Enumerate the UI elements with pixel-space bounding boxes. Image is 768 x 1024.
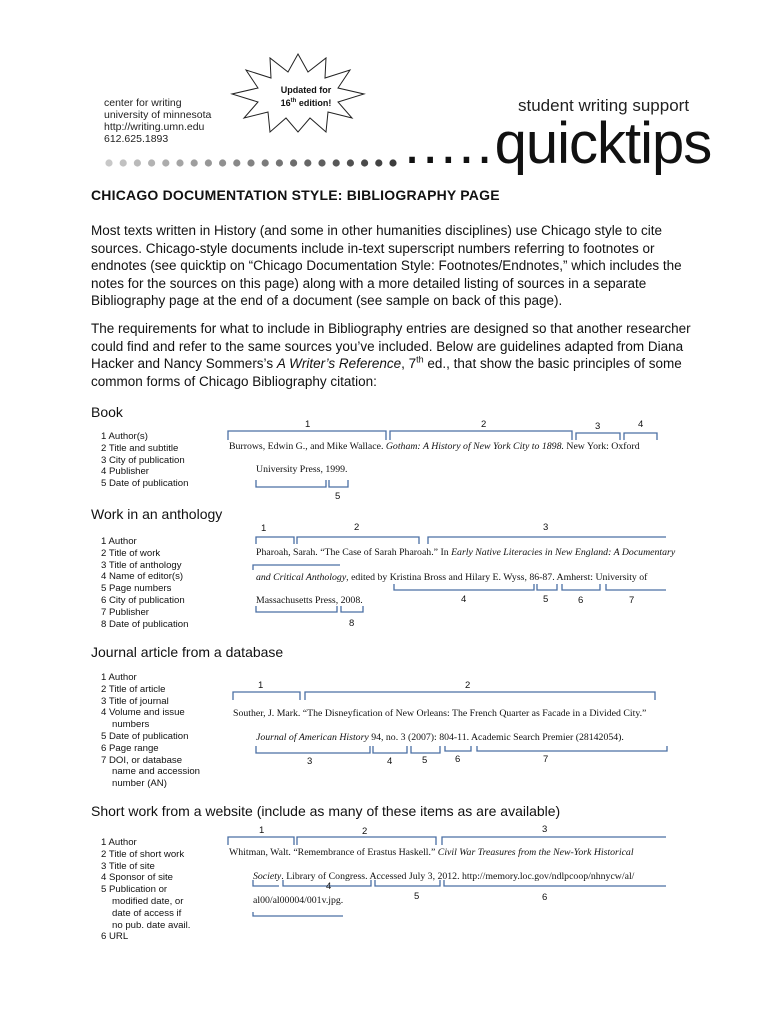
list-item: 3 Title of anthology [101, 559, 182, 571]
website-elements-list [101, 837, 190, 943]
dot [276, 159, 283, 166]
list-item: 6 URL [101, 931, 129, 943]
marker-number: 1 [261, 523, 267, 534]
list-item: 7 DOI, or database [101, 754, 183, 766]
journal-citation-line-2 [256, 732, 624, 743]
list-item: 7 Publisher [101, 606, 149, 618]
bracket [411, 746, 440, 753]
list-item: number (AN) [112, 778, 167, 790]
dot [304, 159, 311, 166]
dot [176, 159, 183, 166]
bracket [477, 746, 667, 751]
website-citation-line-2 [253, 871, 634, 882]
marker-number: 8 [349, 618, 355, 629]
bracket [228, 837, 294, 845]
marker-number: 3 [542, 824, 548, 835]
dot [233, 159, 240, 166]
marker-number: 3 [543, 522, 549, 533]
bracket [428, 537, 666, 544]
marker-number: 5 [543, 594, 549, 605]
marker-number: 6 [542, 892, 548, 903]
dot [318, 159, 325, 166]
bracket [341, 606, 363, 612]
org-line: university of minnesota [104, 109, 212, 121]
bracket [305, 692, 655, 700]
update-line-2: 16th edition! [280, 98, 332, 108]
website-citation-line-3: al00/al00004/001v.jpg. [253, 895, 344, 906]
bracket [297, 537, 419, 544]
subtitle: student writing support [518, 96, 690, 115]
citation-text: , edited by Kristina Bross and Hilary E. Wyss, 86-87. Amherst: University of [346, 572, 648, 583]
citation-title: and Critical Anthology [256, 572, 347, 583]
dot [134, 159, 141, 166]
p2-text: ed., that show the basic principles of some common forms of Chicago Bibliography citation: [91, 356, 682, 389]
update-note [266, 85, 346, 109]
list-item: 4 Name of editor(s) [101, 571, 184, 583]
list-item: 1 Author [101, 536, 137, 547]
anthology-citation-line-2 [256, 572, 647, 583]
dot [105, 159, 112, 166]
dot [347, 159, 354, 166]
bracket [624, 433, 657, 440]
marker-number: 6 [455, 754, 461, 765]
dot [205, 159, 212, 166]
bracket [329, 480, 348, 487]
citation-title: Journal of American History [256, 732, 369, 743]
dot [191, 159, 198, 166]
dot [162, 159, 169, 166]
bracket [253, 565, 340, 570]
book-citation-line-1 [229, 441, 640, 452]
list-item: name and accession [112, 766, 200, 778]
bracket [442, 837, 666, 845]
bracket [537, 584, 557, 590]
marker-number: 4 [387, 756, 393, 767]
citation-text: 94, no. 3 (2007): 804-11. Academic Search Premier (28142054). [368, 732, 624, 743]
list-item: 8 Date of publication [101, 618, 189, 630]
marker-number: 2 [465, 680, 471, 691]
list-item: 2 Title and subtitle [101, 442, 179, 454]
citation-text: New York: Oxford [563, 441, 640, 452]
section-heading-website: Short work from a website (include as many of these items as are available) [91, 803, 561, 819]
list-item: no pub. date avail. [112, 919, 191, 931]
edition-sup: th [416, 354, 424, 365]
logo-ellipsis: ..... [404, 111, 495, 176]
marker-number: 4 [326, 881, 332, 892]
org-url: http://writing.umn.edu [104, 121, 205, 133]
list-item: 2 Title of work [101, 547, 161, 559]
p2-text: The requirements for what to include in Bibliography entries are designed so that another researcher could find and refer to the same sources you’ve included. Below are guidelines adapted from Diana Hacker and Nancy Sommers’s [91, 321, 691, 371]
list-item: 3 Title of site [101, 860, 155, 872]
org-phone: 612.625.1893 [104, 133, 169, 145]
dot-row-icon [104, 157, 434, 169]
marker-number: 3 [595, 421, 601, 432]
list-item: date of access if [112, 907, 182, 919]
dot [120, 159, 127, 166]
bracket [394, 584, 534, 590]
intro-paragraph-2 [91, 320, 691, 390]
anthology-elements-list [101, 536, 188, 630]
marker-number: 5 [414, 891, 420, 902]
dot [361, 159, 368, 166]
page-title: CHICAGO DOCUMENTATION STYLE: BIBLIOGRAPHY PAGE [91, 187, 500, 203]
citation-title: Gotham: A History of New York City to 1898. [385, 441, 564, 452]
org-line: center for writing [104, 97, 182, 109]
marker-number: 2 [362, 826, 368, 837]
marker-number: 1 [305, 419, 311, 430]
list-item: 3 City of publication [101, 454, 185, 466]
journal-elements-list [101, 672, 200, 790]
list-item: 4 Sponsor of site [101, 872, 173, 884]
list-item: numbers [112, 719, 150, 731]
citation-text: Pharoah, Sarah. “The Case of Sarah Pharoah.” In [256, 547, 452, 558]
book-citation-line-2: University Press, 1999. [256, 464, 348, 475]
dot [290, 159, 297, 166]
list-item: 1 Author [101, 837, 137, 848]
citation-title: Civil War Treasures from the New-York Historical [437, 847, 634, 858]
list-item: 1 Author [101, 672, 137, 683]
bracket [445, 746, 471, 751]
journal-citation-line-1: Souther, J. Mark. “The Disneyfication of New Orleans: The French Quarter as Facade in a Divided City.” [233, 708, 647, 719]
logo [404, 112, 711, 176]
marker-number: 6 [578, 595, 584, 606]
citation-title: Society [253, 871, 282, 882]
book-title-ref: A Writer’s Reference [276, 356, 402, 371]
list-item: 5 Date of publication [101, 730, 189, 742]
marker-number: 3 [307, 756, 313, 767]
citation-text: Whitman, Walt. “Remembrance of Erastus Haskell.” [229, 847, 438, 858]
intro-paragraph-1: Most texts written in History (and some in other humanities disciplines) use Chicago style to cite sources. Chicago-style documents include in-text superscript numbers referring to footnotes or endnotes (see quicktip on “Chicago Documentation Style: Footnotes/Endnotes,” which includes the notes for the sources on this page) along with a more detailed listing of sources in a separate Bibliography page at the end of a document (see sample on back of this page). [91, 223, 682, 308]
bracket [256, 537, 294, 544]
citation-text: . Library of Congress. Accessed July 3, 2012. http://memory.loc.gov/ndlpcoop/nhnycw/al/ [281, 871, 635, 882]
list-item: 5 Publication or [101, 884, 168, 896]
list-item: 2 Title of short work [101, 848, 185, 860]
list-item: 6 City of publication [101, 594, 185, 606]
list-item: modified date, or [112, 895, 184, 907]
dot [262, 159, 269, 166]
section-heading-book: Book [91, 404, 123, 420]
dot [219, 159, 226, 166]
bracket [562, 584, 600, 590]
book-elements-list [101, 431, 188, 490]
bracket [373, 746, 407, 753]
p2-text: , 7 [401, 356, 417, 371]
marker-number: 2 [481, 419, 487, 430]
bracket [233, 692, 300, 700]
marker-number: 2 [354, 522, 360, 533]
list-item: 3 Title of journal [101, 695, 169, 707]
marker-number: 7 [543, 754, 549, 765]
bracket [256, 606, 337, 612]
list-item: 4 Publisher [101, 466, 149, 478]
marker-number: 1 [259, 825, 265, 836]
section-heading-journal: Journal article from a database [91, 644, 284, 660]
org-info [104, 97, 211, 145]
section-heading-anthology: Work in an anthology [91, 506, 223, 522]
dot [148, 159, 155, 166]
anthology-citation-line-1 [256, 547, 675, 558]
website-citation-line-1 [229, 847, 634, 858]
bracket [297, 837, 436, 845]
list-item: 6 Page range [101, 742, 159, 754]
marker-number: 5 [335, 491, 341, 502]
bracket [576, 433, 620, 440]
list-item: 4 Volume and issue [101, 707, 185, 719]
marker-number: 1 [258, 680, 264, 691]
list-item: 1 Author(s) [101, 431, 148, 442]
update-line-1: Updated for [280, 85, 332, 95]
marker-number: 7 [629, 595, 635, 606]
dot [333, 159, 340, 166]
dot [375, 159, 382, 166]
list-item: 2 Title of article [101, 683, 166, 695]
marker-number: 4 [638, 419, 644, 430]
list-item: 5 Date of publication [101, 478, 189, 490]
bracket [253, 912, 343, 916]
bracket [256, 746, 370, 753]
dot [389, 159, 396, 166]
citation-title: Early Native Literacies in New England: A Documentary [451, 547, 676, 558]
dot [247, 159, 254, 166]
bracket [228, 431, 386, 440]
anthology-citation-line-3: Massachusetts Press, 2008. [256, 595, 363, 606]
list-item: 5 Page numbers [101, 583, 172, 595]
marker-number: 4 [461, 594, 467, 605]
logo-text: quicktips [494, 111, 712, 176]
bracket [606, 584, 666, 590]
bracket [256, 480, 326, 487]
marker-number: 5 [422, 755, 428, 766]
citation-text: Burrows, Edwin G., and Mike Wallace. [229, 441, 386, 452]
bracket [390, 431, 572, 440]
